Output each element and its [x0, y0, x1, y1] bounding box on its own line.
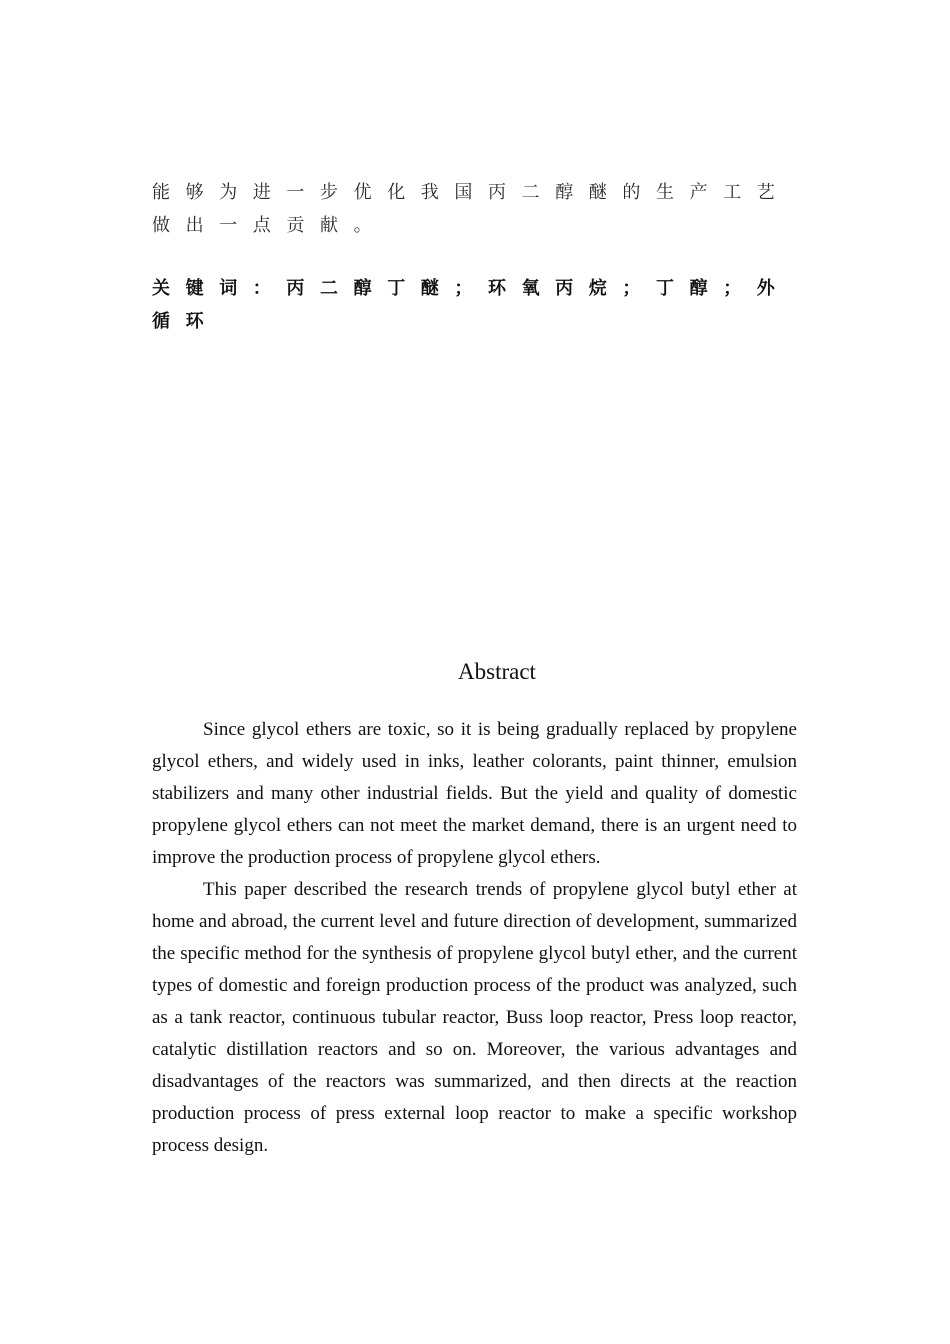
chinese-closing-text: 能够为进一步优化我国丙二醇醚的生产工艺做出一点贡献。	[152, 182, 791, 236]
keywords-line	[152, 272, 792, 338]
abstract-paragraph: Since glycol ethers are toxic, so it is being gradually replaced by propylene glycol ethers, and widely used in inks, leather colorants, paint thinner, emulsion stabilizers and many other industrial fields. But the yield and quality of domestic propylene glycol ethers can not meet the market demand, there is an urgent need to improve the production process of propylene glycol ethers.	[152, 719, 797, 868]
keywords-text: 丙二醇丁醚；环氧丙烷；丁醇；外循环	[152, 278, 791, 332]
chinese-closing-paragraph	[152, 176, 792, 242]
abstract-paragraph: This paper described the research trends of propylene glycol butyl ether at home and abroad, the current level and future direction of development, summarized the specific method for the synthesis of propylene glycol butyl ether, and the current types of domestic and foreign production process of the product was analyzed, such as a tank reactor, continuous tubular reactor, Buss loop reactor, Press loop reactor, catalytic distillation reactors and so on. Moreover, the various advantages and disadvantages of the reactors was summarized, and then directs at the reaction production process of press external loop reactor to make a specific workshop process design.	[152, 879, 797, 1156]
abstract-title: Abstract	[458, 659, 536, 684]
abstract-body	[152, 714, 797, 1162]
keywords-label: 关键词：	[152, 278, 287, 299]
